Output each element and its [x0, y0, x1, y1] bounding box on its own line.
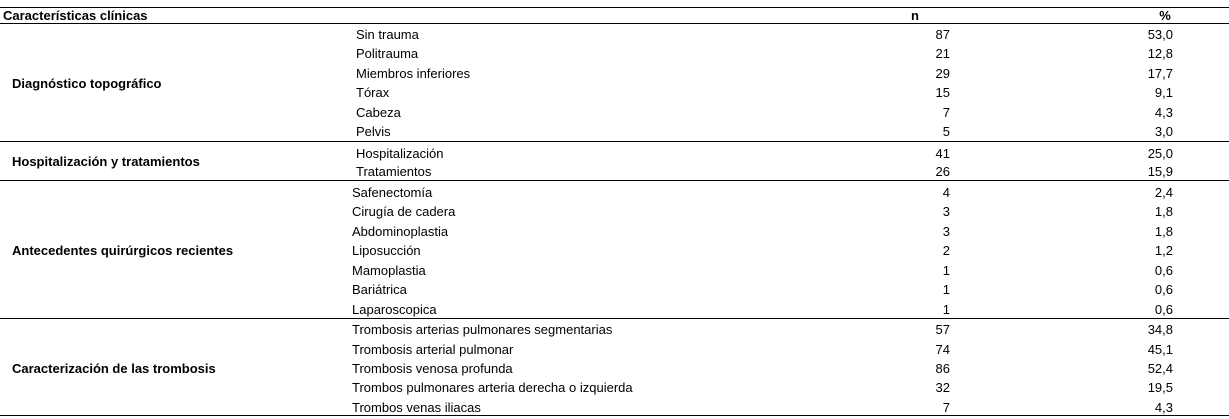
- row-n: 5: [942, 124, 950, 139]
- row-label: Trombosis venosa profunda: [352, 361, 513, 376]
- row-n: 1: [942, 302, 950, 317]
- row-pct: 9,1: [1154, 85, 1173, 100]
- row-label: Pelvis: [356, 124, 391, 139]
- row-n: 3: [942, 204, 950, 219]
- row-pct: 34,8: [1147, 322, 1173, 337]
- row-pct: 0,6: [1154, 263, 1173, 278]
- row-n: 21: [935, 46, 950, 61]
- row-n: 74: [935, 342, 950, 357]
- category-antecedentes-quirurgicos: Antecedentes quirúrgicos recientes: [12, 243, 234, 258]
- row-pct: 19,5: [1147, 380, 1173, 395]
- row-label: Tórax: [356, 85, 390, 100]
- row-label: Safenectomía: [352, 185, 433, 200]
- row-n: 86: [935, 361, 950, 376]
- header-characteristics: Características clínicas: [3, 8, 148, 23]
- row-pct: 0,6: [1154, 302, 1173, 317]
- row-n: 15: [935, 85, 950, 100]
- row-pct: 1,2: [1154, 243, 1173, 258]
- row-n: 1: [942, 282, 950, 297]
- header-rule: [0, 23, 1229, 24]
- header-pct: %: [1159, 8, 1171, 23]
- row-label: Sin trauma: [356, 27, 419, 42]
- row-pct: 4,3: [1154, 105, 1173, 120]
- category-diagnostico-topografico: Diagnóstico topográfico: [12, 76, 162, 91]
- row-pct: 1,8: [1154, 204, 1173, 219]
- row-label: Laparoscopica: [352, 302, 437, 317]
- row-pct: 3,0: [1154, 124, 1173, 139]
- row-pct: 4,3: [1154, 400, 1173, 415]
- row-pct: 15,9: [1147, 164, 1173, 179]
- row-n: 87: [935, 27, 950, 42]
- row-pct: 1,8: [1154, 224, 1173, 239]
- row-label: Tratamientos: [356, 164, 432, 179]
- row-label: Mamoplastia: [352, 263, 426, 278]
- row-label: Politrauma: [356, 46, 419, 61]
- row-pct: 12,8: [1147, 46, 1173, 61]
- row-label: Trombos pulmonares arteria derecha o izquierda: [352, 380, 633, 395]
- category-caracterizacion-trombosis: Caracterización de las trombosis: [12, 361, 216, 376]
- group-divider: [0, 180, 1229, 181]
- row-label: Trombosis arterial pulmonar: [352, 342, 514, 357]
- row-pct: 53,0: [1147, 27, 1173, 42]
- row-n: 3: [942, 224, 950, 239]
- row-pct: 52,4: [1147, 361, 1173, 376]
- row-label: Trombos venas iliacas: [352, 400, 481, 415]
- row-label: Bariátrica: [352, 282, 407, 297]
- row-n: 26: [935, 164, 950, 179]
- row-label: Miembros inferiores: [356, 66, 471, 81]
- row-n: 29: [935, 66, 950, 81]
- group-divider: [0, 141, 1229, 142]
- row-label: Cabeza: [356, 105, 401, 120]
- row-label: Hospitalización: [356, 146, 444, 161]
- row-n: 7: [942, 400, 950, 415]
- row-pct: 17,7: [1147, 66, 1173, 81]
- row-n: 4: [942, 185, 950, 200]
- row-pct: 0,6: [1154, 282, 1173, 297]
- row-pct: 25,0: [1147, 146, 1173, 161]
- row-label: Cirugía de cadera: [352, 204, 456, 219]
- row-n: 1: [942, 263, 950, 278]
- row-label: Abdominoplastia: [352, 224, 449, 239]
- row-n: 57: [935, 322, 950, 337]
- top-rule: [0, 7, 1229, 8]
- row-n: 41: [935, 146, 950, 161]
- category-hospitalizacion: Hospitalización y tratamientos: [12, 154, 200, 169]
- row-label: Liposucción: [352, 243, 421, 258]
- row-pct: 2,4: [1154, 185, 1173, 200]
- row-pct: 45,1: [1147, 342, 1173, 357]
- row-n: 7: [942, 105, 950, 120]
- bottom-rule: [0, 415, 1229, 416]
- row-n: 32: [935, 380, 950, 395]
- group-divider: [0, 318, 1229, 319]
- header-n: n: [911, 8, 919, 23]
- row-label: Trombosis arterias pulmonares segmentarias: [352, 322, 613, 337]
- row-n: 2: [942, 243, 950, 258]
